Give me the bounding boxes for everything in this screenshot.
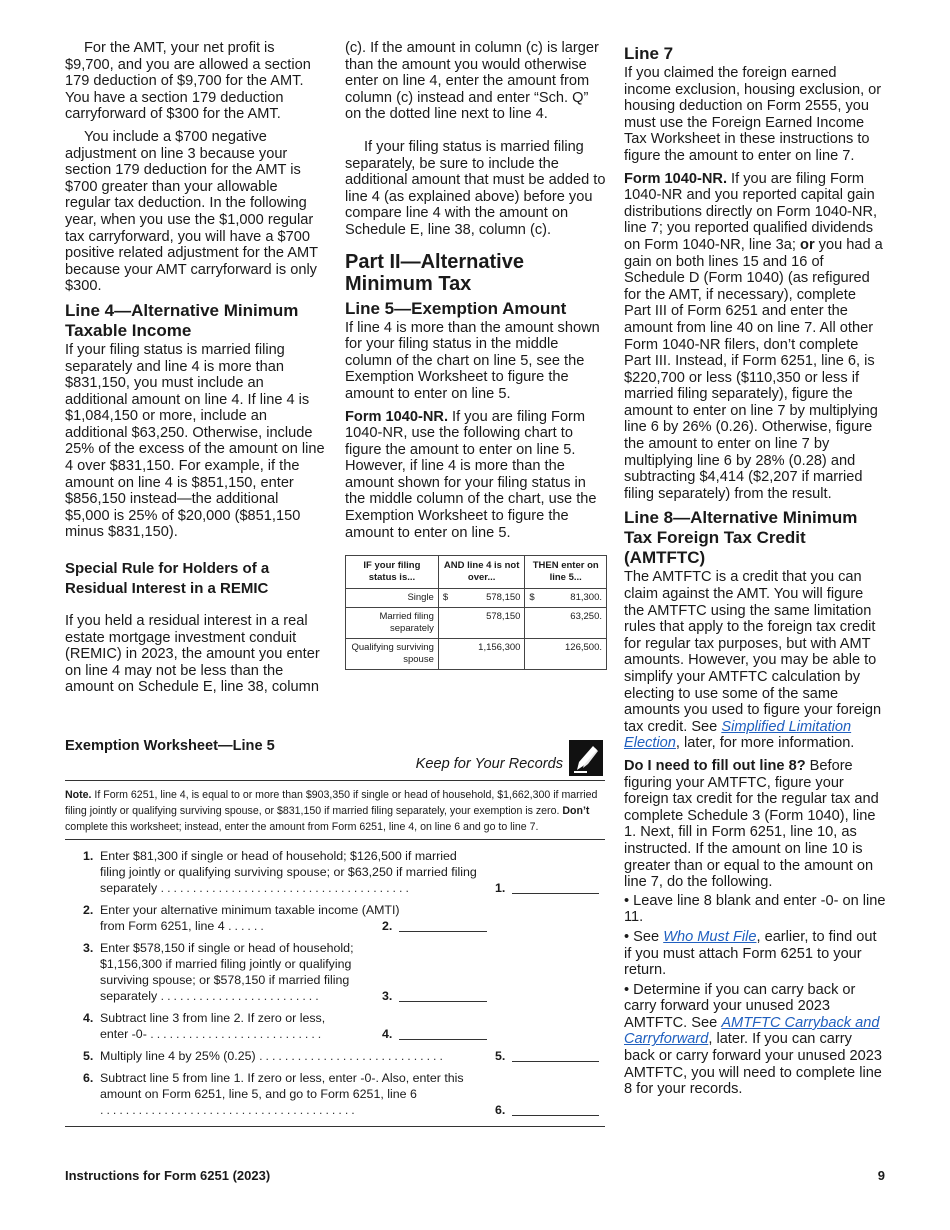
line-number: 3.	[83, 941, 94, 955]
table-row	[346, 589, 607, 608]
paragraph: If you claimed the foreign earned income exclusion, housing exclusion, or housing deduction on Form 2555, you must use the Foreign Earned Income Tax Worksheet in these instructions to figure the amount to enter on line 7.	[624, 65, 882, 164]
chart-header: AND line 4 is not over...	[438, 556, 525, 589]
line-number: 2.	[83, 903, 94, 917]
leader-dots: .......................................	[160, 881, 412, 895]
bullet-icon: •	[624, 892, 634, 909]
line-number: 1.	[83, 849, 94, 863]
note-emphasis: Don’t	[562, 805, 590, 817]
list-item-text: Determine if you can carry back or carry forward your unused 2023 AMTFTC. See	[624, 981, 856, 1031]
paragraph: You include a $700 negative adjustment on line 3 because your section 179 deduction for the AMT is $700 greater than your allowable regular tax deduction. In the following year, when you use the $1,000 regular tax carryforward, you will have a $700 positive related adjustment for the AMT because your AMT carryforward is only $300.	[65, 128, 318, 295]
list-item	[624, 982, 886, 1098]
line-text: Enter $578,150 if single or head of household; $1,156,300 if married filing jointly or qualifying surviving spouse; or $578,150 if married filing separately	[100, 941, 354, 1003]
heading-line-8: Line 8—Alternative Minimum Tax Foreign Tax Credit (AMTFTC)	[624, 508, 858, 568]
link-who-must-file[interactable]: Who Must File	[663, 928, 757, 945]
column-3	[624, 40, 886, 1101]
exemption-chart	[345, 555, 607, 670]
paragraph: If your filing status is married filing separately, be sure to include the additional amount that must be added to line 4 (as explained above) before you compare line 4 with the amount on Schedule E, line 38, column (c).	[345, 138, 606, 238]
leader-dots: ........................................	[100, 1103, 358, 1117]
line-number: 4.	[83, 1011, 94, 1025]
page-number: 9	[877, 1168, 885, 1183]
worksheet-title: Exemption Worksheet—Line 5	[65, 738, 275, 754]
list-item-text: , later. If you can carry back or carry forward your unused 2023 AMTFTC, you will need to complete line 8 for your records.	[624, 1031, 882, 1098]
chart-status: Single	[346, 589, 439, 608]
line-ref: 1.	[495, 881, 506, 895]
leader-dots: .............................	[259, 1049, 446, 1063]
list-item	[624, 893, 886, 926]
list-item-text: , earlier, to find out if you must attach Form 6251 to your return.	[624, 928, 877, 979]
worksheet-note	[65, 781, 605, 840]
answer-field[interactable]	[399, 1039, 487, 1040]
chart-limit: 578,150	[438, 608, 525, 639]
leader-dots: ......	[228, 919, 267, 933]
paragraph-text: , later, for more information.	[675, 735, 855, 752]
worksheet-line-5	[65, 1048, 605, 1064]
paragraph: If you held a residual interest in a real estate mortgage investment conduit (REMIC) in 2023, the amount you enter on line 4 may not be less than the amount on Schedule E, line 38, column	[65, 613, 320, 696]
heading-line-5: Line 5—Exemption Amount	[345, 298, 567, 318]
heading-line-4: Line 4—Alternative Minimum Taxable Income	[65, 300, 299, 340]
paragraph	[624, 758, 886, 891]
worksheet-line-4	[65, 1010, 605, 1042]
heading-special-rule: Special Rule for Holders of a Residual Interest in a REMIC	[65, 560, 270, 598]
bullet-icon: •	[624, 928, 634, 945]
keep-for-records: Keep for Your Records	[415, 756, 563, 772]
line-ref: 5.	[495, 1049, 506, 1063]
column-1	[65, 40, 327, 702]
bullet-icon: •	[624, 981, 634, 998]
table-row	[346, 608, 607, 639]
chart-limit: 578,150	[486, 592, 521, 604]
line-text: Subtract line 3 from line 2. If zero or less, enter -0-	[100, 1011, 326, 1041]
list-item-text: Leave line 8 blank and enter -0- on line 11.	[624, 892, 886, 926]
worksheet-line-6	[65, 1070, 605, 1118]
line-ref: 3.	[382, 989, 393, 1003]
leader-dots: .........................	[160, 989, 322, 1003]
line-number: 6.	[83, 1071, 94, 1085]
answer-field[interactable]	[399, 931, 487, 932]
dollar-sign: $	[529, 592, 535, 604]
paragraph: (c). If the amount in column (c) is larger than the amount you would otherwise enter on line 4, enter the amount from column (c) instead and enter “Sch. Q” on the dotted line next to line 4.	[345, 40, 599, 123]
line-ref: 4.	[382, 1027, 393, 1041]
paragraph-text: The AMTFTC is a credit that you can claim against the AMT. You will figure the AMTFTC using the same limitation rules that apply to the foreign tax credit for regular tax purposes, but with AMT amounts. However, you may be able to simplify your AMTFTC calculation by electing to use some of the same amounts you used to figure your foreign tax credit. See	[624, 569, 882, 735]
worksheet-line-3	[65, 940, 605, 1004]
answer-field[interactable]	[399, 1001, 487, 1002]
line-number: 5.	[83, 1049, 94, 1063]
paragraph	[345, 409, 607, 542]
answer-field[interactable]	[512, 1115, 599, 1116]
worksheet-line-1	[65, 848, 605, 896]
line-text: Enter $81,300 if single or head of household; $126,500 if married filing jointly or qualifying surviving spouse; or $63,250 if married filing separately	[100, 849, 477, 895]
list-item	[624, 929, 886, 979]
worksheet-header	[65, 736, 605, 781]
line-ref: 6.	[495, 1103, 506, 1117]
worksheet-line-2	[65, 902, 605, 934]
table-row	[346, 639, 607, 670]
paragraph-text: If you are filing Form 1040-NR and you reported capital gain distributions directly on Form 1040-NR, line 7; you reported qualified dividends on Form 1040-NR, line 3a;	[624, 170, 878, 253]
paragraph	[624, 171, 886, 503]
run-in-heading: Form 1040-NR.	[624, 170, 727, 187]
note-text: If Form 6251, line 4, is equal to or more than $903,350 if single or head of household, $1,662,300 if married filing jointly or qualifying surviving spouse, or $831,150 if married filing separately, your exemption is zero.	[65, 789, 598, 817]
heading-part-2: Part II—Alternative Minimum Tax	[345, 250, 524, 295]
paragraph: For the AMT, your net profit is $9,700, and you are allowed a section 179 deduction of $9,700 for the AMT. You have a section 179 deduction carryforward of $300 for the AMT.	[65, 40, 311, 123]
pencil-record-icon	[569, 740, 603, 776]
paragraph: If your filing status is married filing separately and line 4 is more than $831,150, you must include an additional amount on line 4. If line 4 is $1,084,150 or more, include an additional $63,250. Otherwise, include 25% of the excess of the amount on line 4 over $831,150. For example, if the amount on line 4 is $851,150, enter $856,150 instead—the additional $5,000 is 25% of $20,000 ($851,150 minus $831,150).	[65, 341, 325, 541]
answer-field[interactable]	[512, 893, 599, 894]
line-text: Subtract line 5 from line 1. If zero or less, enter -0-. Also, enter this amount on Form 6251, line 5, and go to Form 6251, line 6	[100, 1071, 464, 1101]
leader-dots: ...........................	[150, 1027, 325, 1041]
dollar-sign: $	[442, 592, 449, 604]
chart-header: THEN enter on line 5...	[525, 556, 607, 589]
line-text: Enter your alternative minimum taxable income (AMTI) from Form 6251, line 4	[100, 903, 400, 933]
exemption-worksheet	[65, 736, 605, 1127]
heading-line-7: Line 7	[624, 44, 674, 63]
chart-status: Qualifying surviving spouse	[346, 639, 439, 670]
chart-status: Married filing separately	[346, 608, 439, 639]
emphasis: or	[800, 236, 815, 253]
link-amtftc-carryback[interactable]: AMTFTC Carryback and Carryforward	[624, 1014, 880, 1048]
run-in-heading: Do I need to fill out line 8?	[624, 757, 806, 774]
paragraph: If line 4 is more than the amount shown for your filing status in the middle column of the chart on line 5, see the Exemption Worksheet to figure the amount to enter on line 5.	[345, 319, 600, 402]
note-text: complete this worksheet; instead, enter the amount from Form 6251, line 4, on line 6 and go to line 7.	[65, 821, 539, 833]
run-in-heading: Form 1040-NR.	[345, 408, 448, 425]
footer-title: Instructions for Form 6251 (2023)	[65, 1168, 271, 1183]
paragraph-text: Before figuring your AMTFTC, figure your foreign tax credit for the regular tax and complete Schedule 3 (Form 1040), line 1. Next, fill in Form 6251, line 10, as instructed. If the amount on line 10 is greater than or equal to the amount on line 7, do the following.	[624, 757, 879, 891]
note-label: Note.	[65, 789, 92, 801]
list-item-text: See	[633, 928, 664, 945]
chart-limit: 1,156,300	[438, 639, 525, 670]
chart-header: IF your filing status is...	[346, 556, 439, 589]
line-ref: 2.	[382, 919, 393, 933]
paragraph	[624, 569, 886, 752]
worksheet-bottom-rule	[65, 1118, 605, 1127]
link-simplified-limitation-election[interactable]: Simplified Limitation Election	[624, 718, 852, 752]
chart-amount: 63,250.	[525, 608, 607, 639]
paragraph-text: you had a gain on both lines 15 and 16 of Schedule D (Form 1040) (as refigured for the AMT, if necessary), complete Part III of Form 6251 and enter the amount from line 40 on line 7. All other Form 1040-NR filers, don’t complete Part III. Instead, if Form 6251, line 6, is $220,700 or less ($110,350 or less if married filing separately), figure the amount to enter on line 7 by multiplying line 6 by 26% (0.26). Otherwise, figure the amount to enter on line 7 by multiplying line 6 by 28% (0.28) and subtracting $4,414 ($2,207 if married filing separately) from the result.	[624, 236, 883, 502]
line-text: Multiply line 4 by 25% (0.25)	[100, 1049, 256, 1063]
chart-amount: 126,500.	[525, 639, 607, 670]
chart-amount: 81,300.	[570, 592, 602, 604]
paragraph-text: If you are filing Form 1040-NR, use the following chart to figure the amount to enter on line 5. However, if line 4 is more than the amount shown for your filing status in the middle column of the chart, use the Exemption Worksheet to figure the amount to enter on line 5.	[345, 408, 597, 541]
column-2	[345, 40, 607, 670]
answer-field[interactable]	[512, 1061, 599, 1062]
